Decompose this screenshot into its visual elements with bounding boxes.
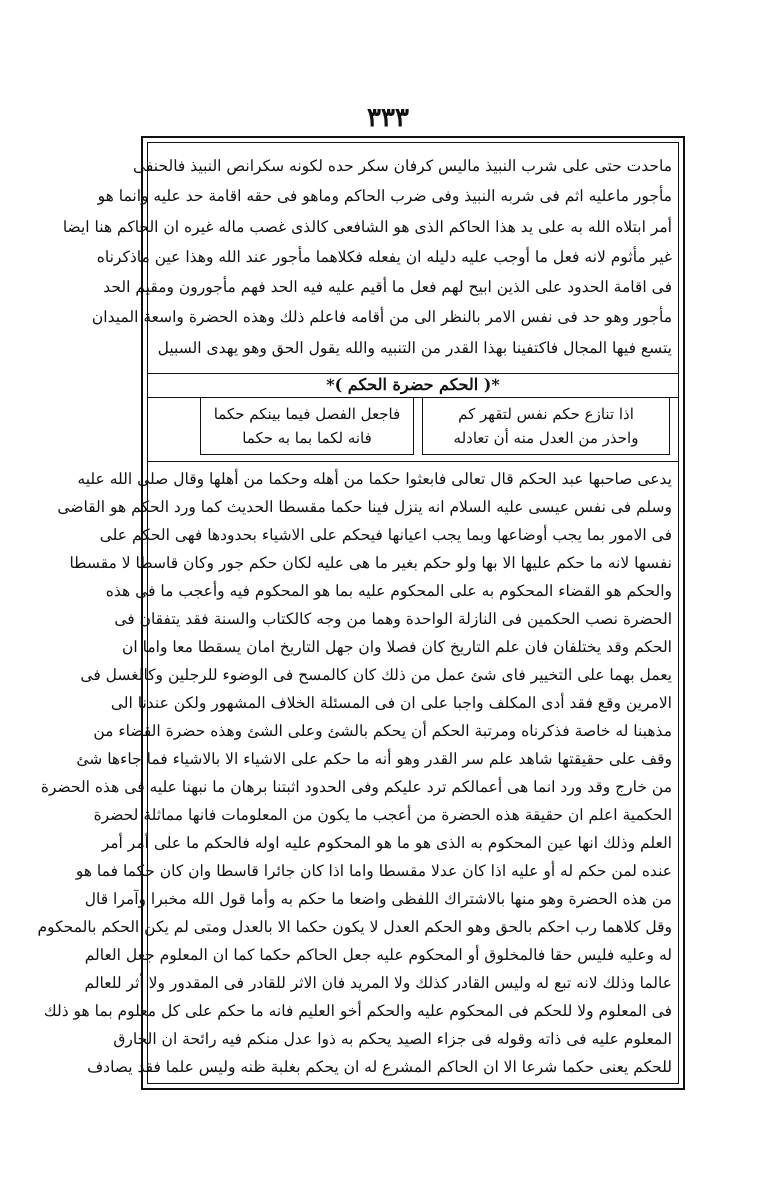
text-line: فى اقامة الحدود على الذين ابيح لهم فعل ما أقيم عليه فيه الحد فهم مأجورون ومقيم الحد (103, 278, 672, 297)
text-line: الحكمية اعلم ان حقيقة هذه الحضرة من أعجب ما يكون من المعلومات فانها مماثلة لحضرة (93, 806, 672, 824)
text-line: المعلوم عليه فى ذاته وقوله فى جزاء الصيد يحكم به ذوا عدل منكم فيه رائحة ان الخارق (113, 1030, 672, 1048)
text-line: مأجور وهو حد فى نفس الامر بالنظر الى من أقامه فاعلم ذلك وهذه الحضرة واسعة الميدان (91, 308, 672, 327)
poem-hemistich: اذا تنازع حكم نفس لتقهر كم (458, 405, 634, 423)
text-line: والحكم هو القضاء المحكوم به على المحكوم عليه بما هو المحكوم فيه وأعجب ما فى هذه (105, 582, 672, 600)
text-line: أمر ابتلاه الله به على يد هذا الحاكم الذى هو الشافعى كالذى غصب ماله غيره ان الحاكم هنا ايضا (62, 217, 672, 236)
poem-left-box (200, 397, 414, 455)
text-line: وسلم فى نفس عيسى عليه السلام انه ينزل فينا حكما مقسطا الحديث كما ورد الحكم هو القاضى (57, 498, 672, 516)
text-line: نفسها لانه ما حكم عليها الا بها ولو حكم بغير ما هى عليه لكان حكم جور وكان قاسطا لا مقسطا (69, 554, 672, 572)
text-line: مأجور ماعليه اثم فى شربه النبيذ وفى ضرب الحاكم وماهو فى حقه اقامة حد عليه وانما هو (97, 187, 672, 206)
text-line: الامرين وقع فقد أدى المكلف واجبا على ان فى المسئلة الخلاف المشهور ولكن عندنا الى (110, 694, 672, 712)
text-line: وقل كلاهما رب احكم بالحق وهو الحكم العدل لا يكون حكما الا بالعدل ومتى لم يكن الحكم بالمحكوم (37, 918, 672, 936)
text-line: الحضرة نصب الحكمين فى النازلة الواحدة وهما من وجه كالكتاب والسنة فقد يتفقان فى (114, 610, 672, 628)
text-line: من هذه الحضرة وهو منها بالاشتراك اللفظى واضعا ما حكم به وأما قول الله مخبرا وآمرا قال (84, 890, 672, 908)
text-line: غير مأثوم لانه فعل ما أوجب عليه دليله ان يفعله فكلاهما مأجور عند الله وهذا عين ماذكرناه (96, 247, 672, 266)
poem-hemistich: فاجعل الفصل فيما بينكم حكما (213, 405, 401, 423)
section-title: *( الحكم حضرة الحكم )* (326, 375, 500, 394)
text-line: يتسع فيها المجال فاكتفينا بهذا القدر من التنبيه والله يقول الحق وهو يهدى السبيل (157, 338, 672, 357)
text-line: من خارج وقد ورد انما هى أعمالكم ترد عليكم وفى الحدود اثبتنا برهان ما نبهنا عليه فى هذه الحضرة (40, 778, 672, 796)
text-frame-inner-border (37, 142, 679, 1084)
poem-right-box (422, 397, 670, 455)
text-line: الحكم وقد يختلفان فان علم التاريخ كان فصلا وان جهل التاريخ امان يسقطا معا واما ان (122, 638, 672, 656)
text-line: عالما وذلك لانه تبع له وليس القادر كذلك ولا المريد فان الاثر للقادر فى المقدور ولا أثر للعالم (84, 974, 672, 992)
poem-hemistich: واحذر من العدل منه أن تعادله (453, 429, 639, 447)
text-line: ماحدت حتى على شرب النبيذ ماليس كرفان سكر حده لكونه سكرانص النبيذ فالحنفى (133, 157, 672, 175)
text-line: عنده لمن حكم له أو عليه اذا كان عدلا مقسطا واما اذا كان جائرا قاسطا وان كان حكما فما هو (75, 862, 672, 880)
text-line: يدعى صاحبها عبد الحكم قال تعالى فابعثوا حكما من أهله وحكما من أهلها وقال صلى الله عليه (77, 470, 672, 488)
text-frame (37, 136, 685, 1090)
text-line: العلم وذلك انها عين المحكوم به الذى هو ما هو المحكوم عليه اوله فالحكم ما على أمر أمر (101, 834, 672, 852)
page-number: ٣٣٣ (367, 103, 409, 133)
top-passage (62, 151, 672, 369)
text-line: فى الامور بما يجب أوضاعها وبما يجب اعيانها فيحكم على الاشياء بحدودها فهى الحكم على (99, 526, 672, 544)
section-divider-poem (148, 461, 678, 462)
text-line: وقف على حقيقتها شاهد علم سر القدر وهو أنه ما حكم على الاشياء الا بالاشياء فما جاءها شئ (76, 750, 672, 768)
poem-hemistich: فانه لكما بما به حكما (242, 429, 372, 447)
text-line: له وعليه فليس حقا فالمخلوق أو المحكوم عليه جعل الحاكم حكما كما ان المعلوم جعل العالم (84, 946, 672, 964)
text-line: فى المعلوم ولا للحكم فى المحكوم عليه والحكم أخو العليم فانه ما حكم على كل معلوم بما هو ذلك (43, 1002, 672, 1020)
text-line: للحكم يعنى حكما شرعا الا ان الحاكم المشرع له ان يحكم بغلبة ظنه وليس علما فقد يصادف (87, 1058, 672, 1076)
text-line: يعمل بهما على التخيير فاى شئ عمل من ذلك كان كالمسح فى الوضوء للرجلين وكالغسل فى (80, 666, 672, 684)
main-passage (37, 465, 672, 1081)
text-line: مذهبنا له خاصة فذكرناه ومرتبة الحكم أن يحكم بالشئ وعلى الشئ وهذه حضرة القضاء من (93, 722, 672, 740)
